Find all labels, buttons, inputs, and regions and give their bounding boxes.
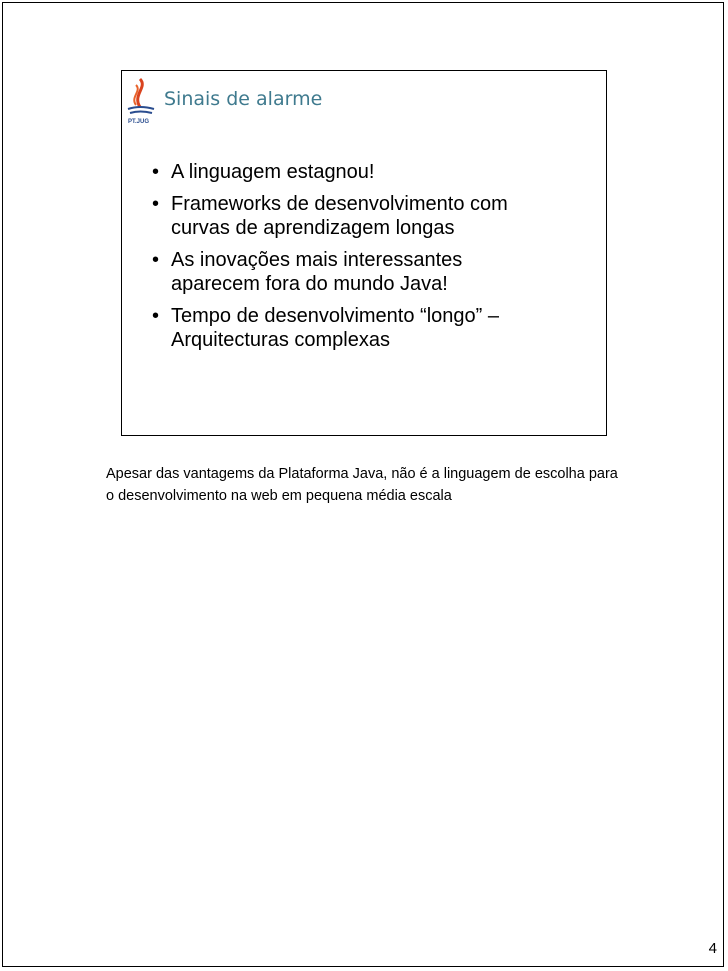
bullet-dot: • <box>152 161 160 183</box>
bullet-text: A linguagem estagnou! <box>171 161 375 183</box>
logo-text: PT.JUG <box>128 119 150 125</box>
slide-title: Sinais de alarme <box>164 88 323 110</box>
bullet-text: Frameworks de desenvolvimento com curvas de aprendizagem longas <box>171 192 508 239</box>
bullet-text: Tempo de desenvolvimento “longo” – Arquitecturas complexas <box>171 304 499 351</box>
bullet-text: As inovações mais interessantes aparecem fora do mundo Java! <box>171 248 463 295</box>
bullet-item <box>142 192 508 241</box>
bullet-item <box>142 248 508 297</box>
page-number: 4 <box>708 940 717 957</box>
bullet-dot: • <box>152 304 160 327</box>
slide-thumbnail <box>121 70 607 436</box>
bullet-item <box>142 304 508 353</box>
speaker-notes: Apesar das vantagems da Plataforma Java, não é a linguagem de escolha para o desenvolvimento na web em pequena média escala <box>106 466 618 504</box>
bullet-list <box>142 160 508 360</box>
ptjug-logo-icon <box>126 77 156 127</box>
bullet-item <box>142 160 508 185</box>
bullet-dot: • <box>152 192 160 215</box>
bullet-dot: • <box>152 248 160 271</box>
